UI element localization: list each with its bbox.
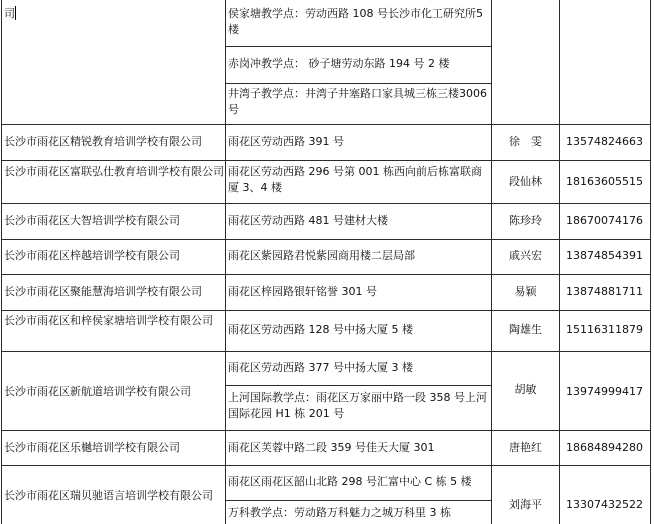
school-name-cell: 长沙市雨花区和梓侯家塘培训学校有限公司: [4, 314, 213, 327]
address-cell: 万科教学点：劳动路万科魅力之城万科里 3 栋: [228, 506, 451, 519]
school-name-cell: 长沙市雨花区新航道培训学校有限公司: [4, 385, 191, 398]
row-border: [225, 385, 491, 386]
phone-cell: 13874881711: [566, 285, 643, 298]
row-border: [225, 500, 491, 501]
row-border: [225, 83, 491, 84]
phone-cell: 13874854391: [566, 249, 643, 262]
address-cell: 侯家塘教学点：劳动西路 108 号长沙市化工研究所5 楼: [228, 7, 483, 36]
school-name-cell: 长沙市雨花区富联弘仕教育培训学校有限公司: [4, 165, 224, 178]
contact-cell: 徐 雯: [509, 135, 542, 148]
address-cell: 雨花区劳动西路 128 号中扬大厦 5 楼: [228, 323, 413, 336]
row-border: [1, 310, 651, 311]
address-cell: 雨花区劳动西路 391 号: [228, 135, 344, 148]
row-border: [1, 430, 651, 431]
col-border: [1, 0, 2, 524]
school-name-cell: 长沙市雨花区瑞贝驰语言培训学校有限公司: [4, 489, 213, 502]
school-name-cell: 长沙市雨花区乐樾培训学校有限公司: [4, 441, 180, 454]
row-border: [225, 46, 491, 47]
row-border: [1, 124, 651, 125]
school-name-cell: 长沙市雨花区聚能慧海培训学校有限公司: [4, 285, 202, 298]
row-border: [1, 239, 651, 240]
phone-cell: 18670074176: [566, 214, 643, 227]
row-border: [1, 274, 651, 275]
school-name-cell: 长沙市雨花区精锐教育培训学校有限公司: [4, 135, 202, 148]
col-border: [559, 0, 560, 524]
phone-cell: 13574824663: [566, 135, 643, 148]
contact-cell: 戚兴宏: [509, 249, 542, 262]
address-cell: 雨花区雨花区韶山北路 298 号汇富中心 C 栋 5 楼: [228, 475, 472, 488]
phone-cell: 13307432522: [566, 498, 643, 511]
address-cell: 赤岗冲教学点： 砂子塘劳动东路 194 号 2 楼: [228, 57, 450, 70]
address-cell: 雨花区劳动西路 377 号中扬大厦 3 楼: [228, 361, 413, 374]
school-name-cell: 长沙市雨花区大智培训学校有限公司: [4, 214, 180, 227]
contact-cell: 唐艳红: [509, 441, 542, 454]
school-name-cell: 长沙市雨花区梓越培训学校有限公司: [4, 249, 180, 262]
text-cursor: [15, 6, 16, 20]
school-name-cell: 司: [4, 7, 15, 20]
address-cell: 井湾子教学点：井湾子井塞路口家具城三栋三楼3006 号: [228, 87, 487, 116]
phone-cell: 18684894280: [566, 441, 643, 454]
row-border: [1, 203, 651, 204]
address-cell: 雨花区劳动西路 296 号第 001 栋西向前后栋富联商厦 3、4 楼: [228, 165, 482, 194]
address-cell: 上河国际教学点：雨花区万家丽中路一段 358 号上河国际花园 H1 栋 201 号: [228, 391, 487, 420]
contact-cell: 易颖: [514, 285, 537, 298]
row-border: [1, 160, 651, 161]
phone-cell: 13974999417: [566, 385, 643, 398]
row-border: [1, 465, 651, 466]
address-cell: 雨花区芙蓉中路二段 359 号佳天大厦 301: [228, 441, 435, 454]
phone-cell: 18163605515: [566, 175, 643, 188]
contact-cell: 胡敏: [514, 383, 537, 396]
contact-cell: 段仙林: [509, 175, 542, 188]
contact-cell: 刘海平: [509, 498, 542, 511]
address-cell: 雨花区梓园路银轩铭誉 301 号: [228, 285, 377, 298]
address-cell: 雨花区劳动西路 481 号建材大楼: [228, 214, 388, 227]
contact-cell: 陶雄生: [509, 323, 542, 336]
address-cell: 雨花区紫园路君悦紫园商用楼二层局部: [228, 249, 415, 262]
col-border: [650, 0, 651, 524]
row-border: [1, 351, 651, 352]
phone-cell: 15116311879: [566, 323, 643, 336]
contact-cell: 陈珍玲: [509, 214, 542, 227]
col-border: [225, 0, 226, 524]
